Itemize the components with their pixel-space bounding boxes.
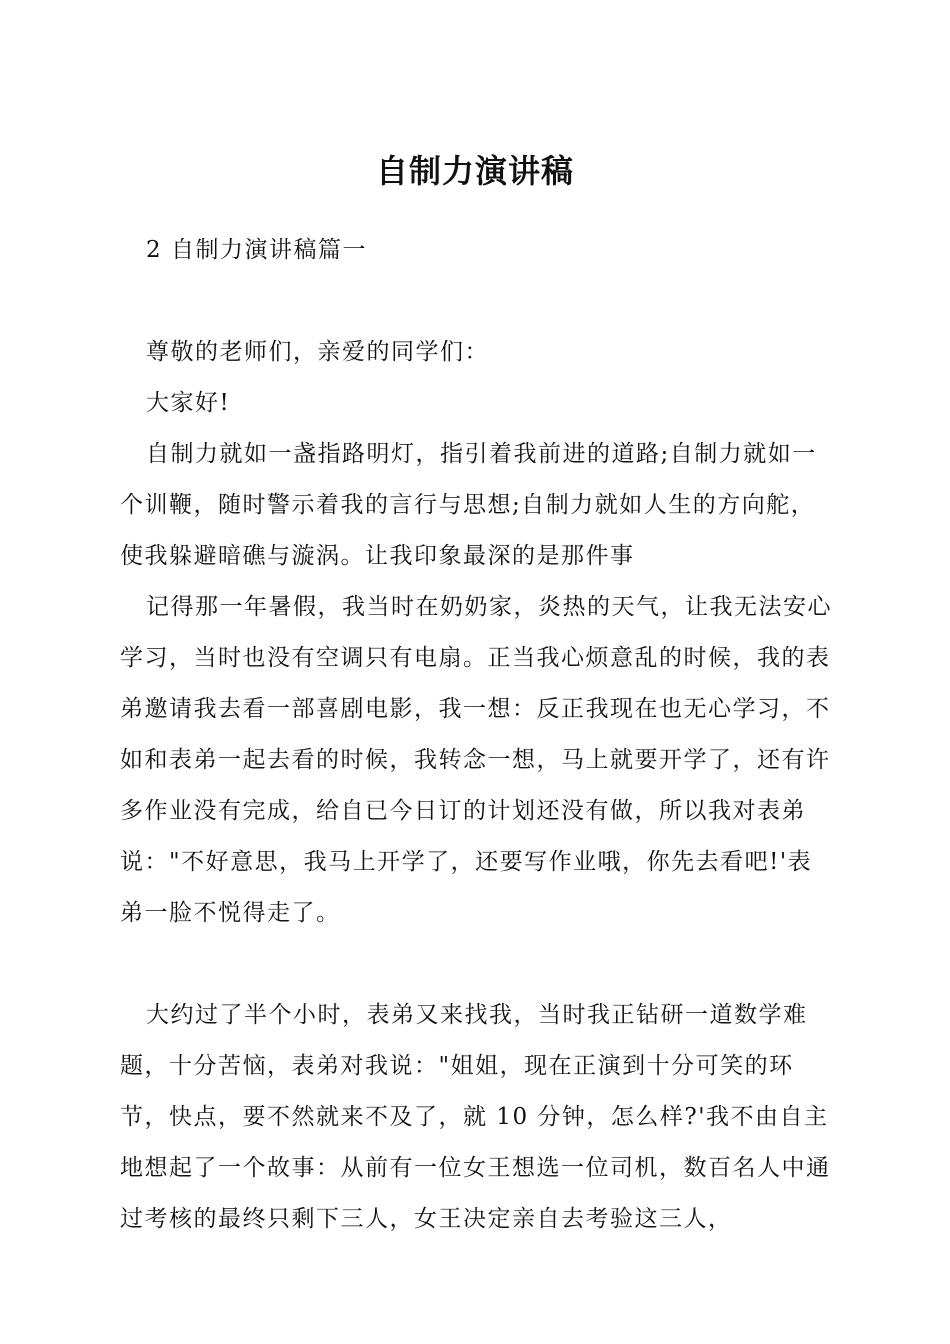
paragraph: 记得那一年暑假，我当时在奶奶家，炎热的天气，让我无法安心学习，当时也没有空调只有电扇。正当我心烦意乱的时候，我的表弟邀请我去看一部喜剧电影，我一想：反正我现在也无心学习，不如和表弟一起去看的时候，我转念一想，马上就要开学了，还有许多作业没有完成，给自已今日订的计划还没有做，所以我对表弟说："不好意思，我马上开学了，还要写作业哦，你先去看吧!'表弟一脸不悦得走了。 (120, 594, 832, 926)
greeting: 大家好! (146, 390, 231, 416)
salutation: 尊敬的老师们，亲爱的同学们： (146, 339, 489, 365)
document-body (120, 225, 835, 1245)
document-title: 自制力演讲稿 (375, 152, 574, 190)
blank-line (120, 939, 835, 990)
paragraph: 自制力就如一盏指路明灯，指引着我前进的道路;自制力就如一个训鞭，随时警示着我的言行与思想;自制力就如人生的方向舵，使我躲避暗礁与漩涡。让我印象最深的是那件事 (120, 441, 817, 569)
blank-line (120, 276, 835, 327)
paragraph: 大约过了半个小时，表弟又来找我，当时我正钻研一道数学难题，十分苦恼，表弟对我说："姐姐，现在正演到十分可笑的环节，快点，要不然就来不及了，就 10 分钟，怎么样?'我不由自主 地想起了一个故事：从前有一位女王想选一位司机，数百名人中通过考核的最终只剩下三人，女王决定亲自去考验这三人， (120, 1002, 831, 1232)
section-heading: 2 自制力演讲稿篇一 (146, 237, 367, 263)
